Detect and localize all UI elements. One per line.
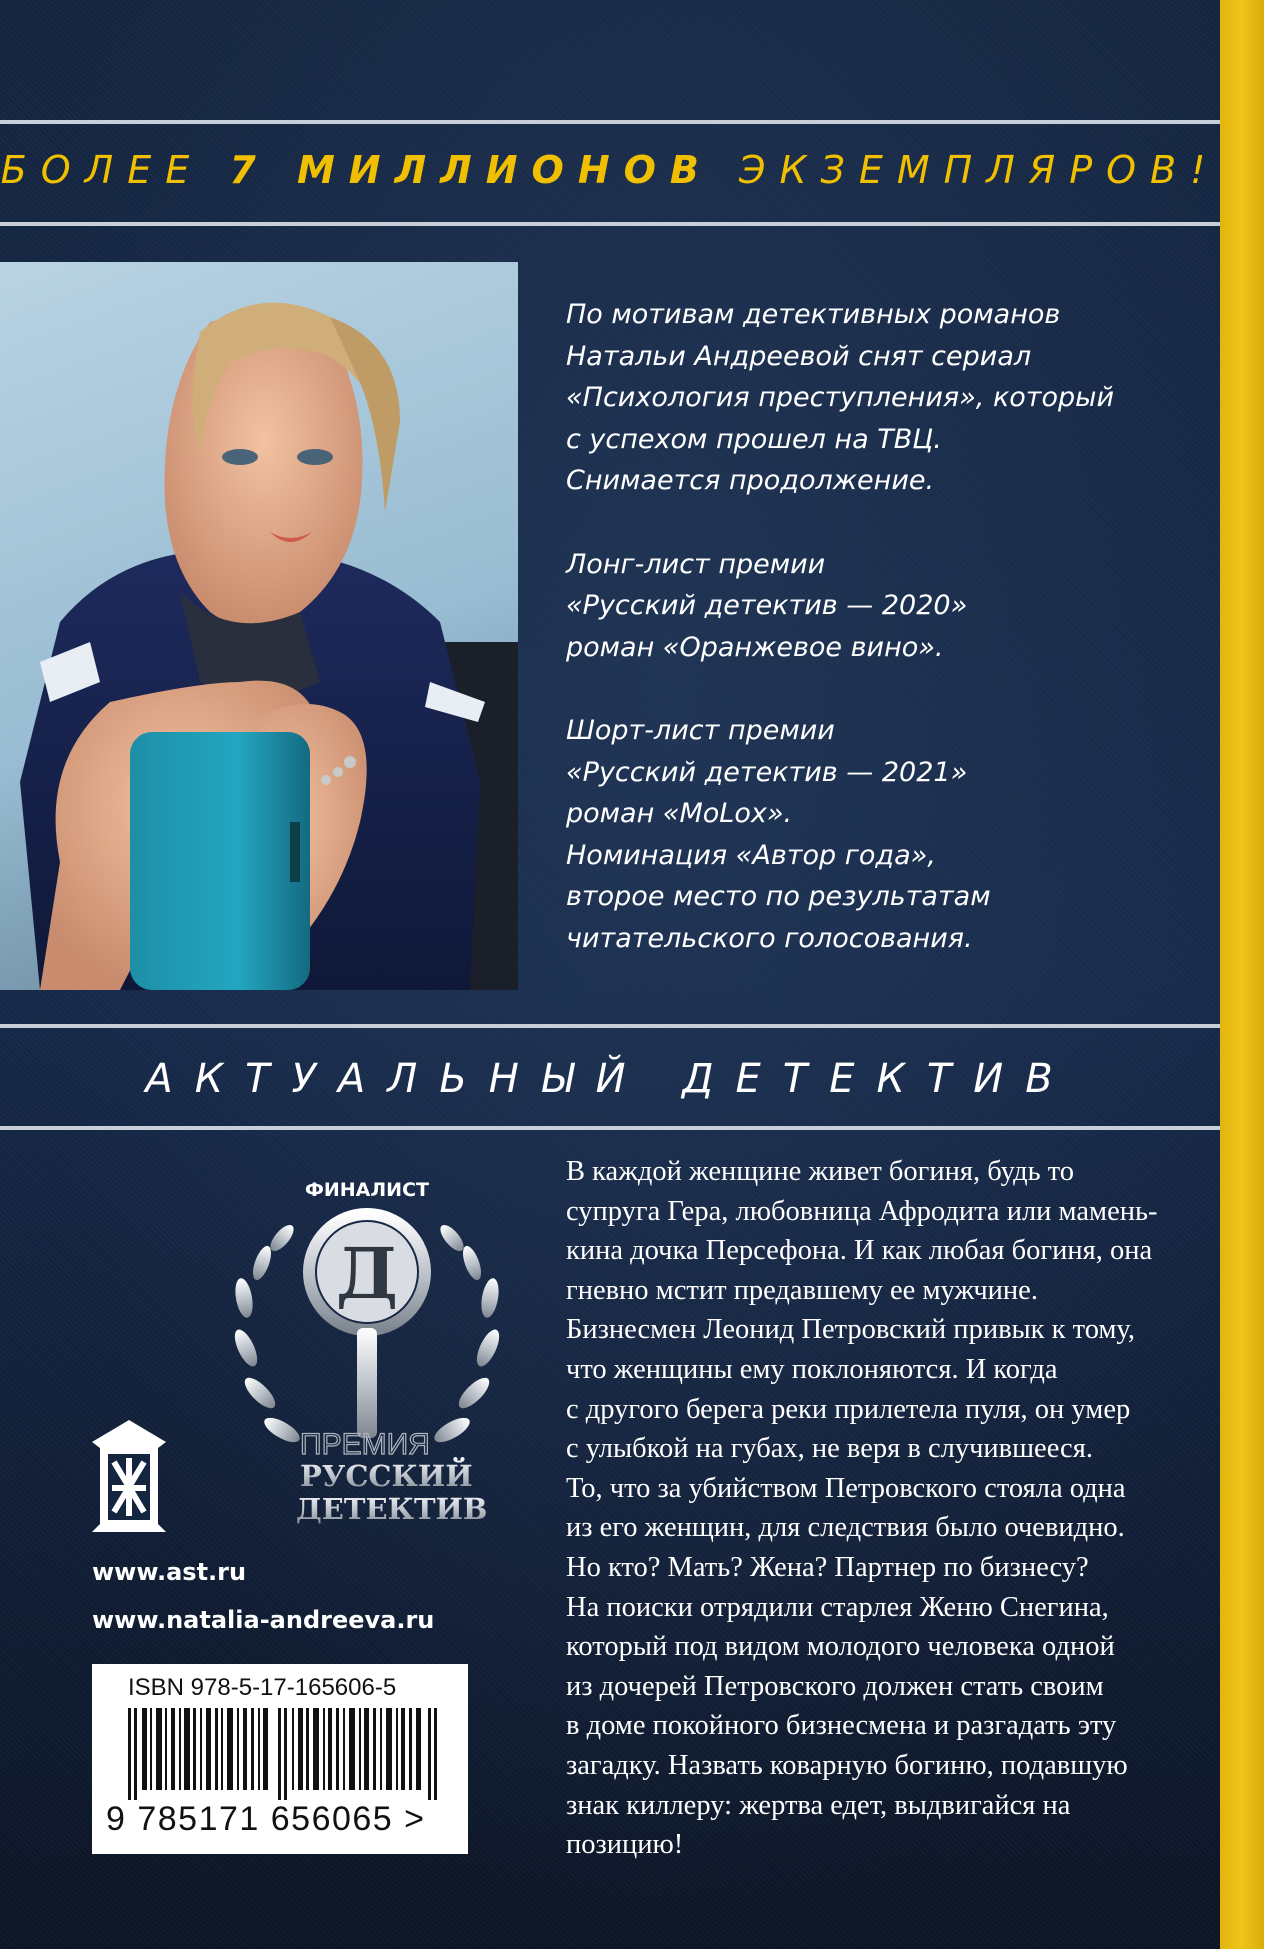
author-url[interactable]: www.natalia-andreeva.ru — [92, 1606, 435, 1634]
book-annotation: В каждой женщине живет богиня, будь то супруга Гера, любовница Афродита или мамень- кина дочка Персефона. И как любая богиня, она гневно мстит предавшему ее мужчине. Бизнесмен Леонид Петровский привык к тому, что женщины ему поклоняются. И когда с другого берега реки прилетела пуля, он умер с улыбкой на губах, не веря в случившееся. То, что за убийством Петровского стояла одна из его женщин, для следствия было очевидно. Но кто? Мать? Жена? Партнер по бизнесу? На поиски отрядили старлея Женю Снегина, который под видом молодого человека одной из дочерей Петровского должен стать своим в доме покойного бизнесмена и разгадать эту загадку. Назвать коварную богиню, подавшую знак киллеру: жертва едет, выдвигайся на позицию! — [566, 1156, 1158, 1861]
barcode-bars — [128, 1708, 444, 1800]
barcode-digits: 9 785171 656065 > — [106, 1800, 426, 1838]
award-line3: ДЕТЕКТИВ — [296, 1492, 488, 1526]
bio-paragraph: Шорт-лист премии «Русский детектив — 2021» роман «MoLox». Номинация «Автор года», второе место по результатам читательского голосования. — [566, 715, 991, 954]
zh-publisher-logo — [88, 1418, 170, 1539]
divider-line — [0, 1024, 1220, 1028]
yellow-spine-stripe — [1220, 0, 1264, 1949]
divider-line — [0, 120, 1220, 124]
author-photo — [0, 262, 518, 990]
divider-line — [0, 1126, 1220, 1130]
publisher-url[interactable]: www.ast.ru — [92, 1558, 247, 1586]
bio-paragraph: По мотивам детективных романов Натальи Андреевой снят сериал «Психология преступления», который с успехом прошел на ТВЦ. Снимается продолжение. — [566, 299, 1115, 496]
series-title: АКТУАЛЬНЫЙ ДЕТЕКТИВ — [145, 1056, 1075, 1102]
bio-paragraph: Лонг-лист премии «Русский детектив — 2020» роман «Оранжевое вино». — [566, 548, 968, 663]
tagline: БОЛЕЕ 7 МИЛЛИОНОВ ЭКЗЕМПЛЯРОВ! — [0, 148, 1220, 192]
author-bio — [566, 294, 1166, 1001]
isbn-text: ISBN 978-5-17-165606-5 — [128, 1674, 397, 1701]
isbn-barcode — [92, 1664, 468, 1854]
award-letter: Д — [335, 1232, 399, 1315]
award-finalist-label: ФИНАЛИСТ — [305, 1179, 429, 1201]
award-emblem — [222, 1168, 512, 1535]
divider-line — [0, 222, 1220, 226]
award-line2: РУССКИЙ — [300, 1459, 473, 1493]
award-line1: ПРЕМИЯ — [300, 1428, 430, 1461]
